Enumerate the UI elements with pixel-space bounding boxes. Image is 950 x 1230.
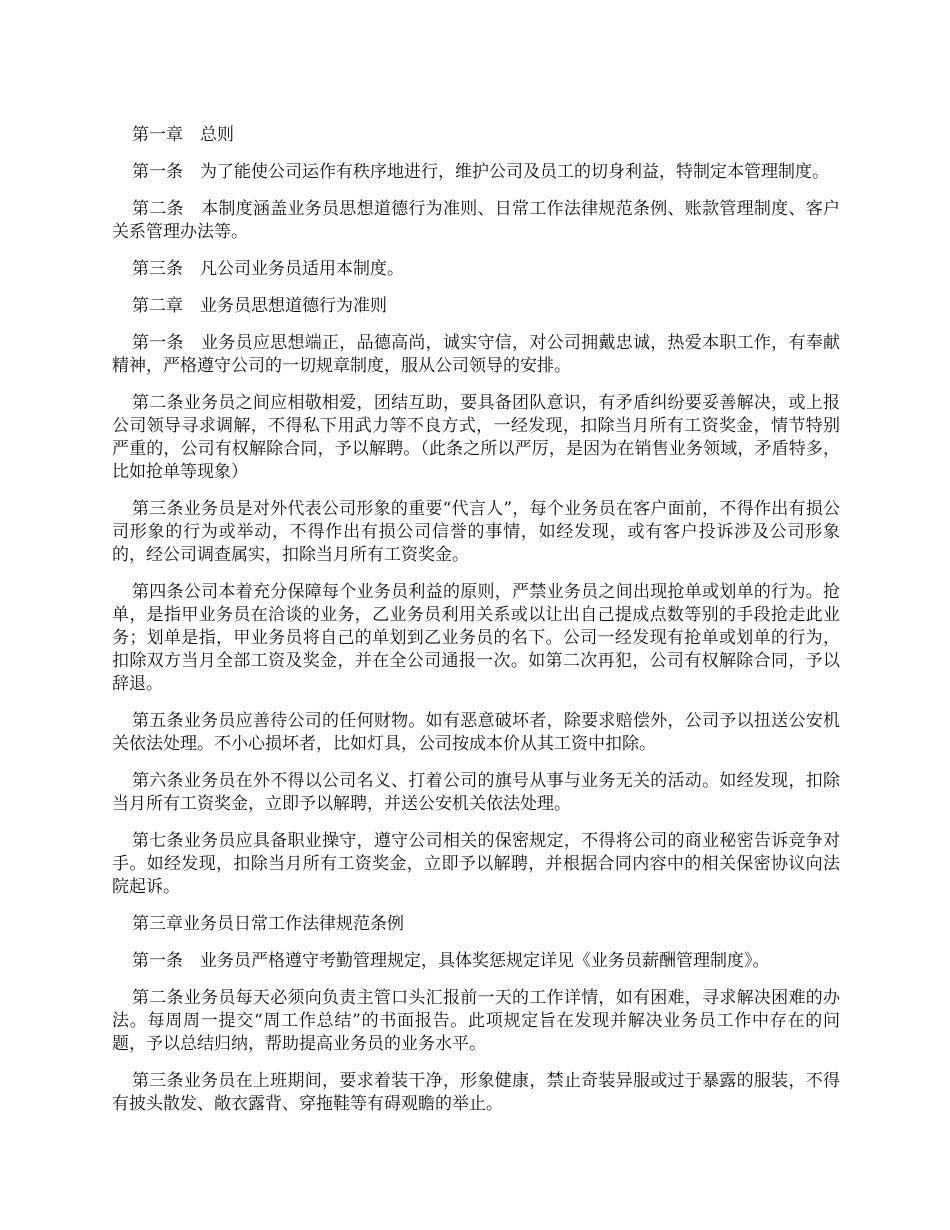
chapter-1-article-1: 第一条 为了能使公司运作有秩序地进行，维护公司及员工的切身利益，特制定本管理制度。 — [132, 162, 829, 182]
chapter-2-article-5: 第五条业务员应善待公司的任何财物。如有恶意破坏者，除要求赔偿外，公司予以扭送公安机关依法处理。不小心损坏者，比如灯具，公司按成本价从其工资中扣除。 — [112, 711, 840, 754]
chapter-3-heading: 第三章业务员日常工作法律规范条例 — [132, 914, 404, 934]
chapter-1-heading: 第一章 总则 — [132, 125, 234, 145]
document-body — [112, 124, 840, 1130]
chapter-1-article-2: 第二条 本制度涵盖业务员思想道德行为准则、日常工作法律规范条例、账款管理制度、客户关系管理办法等。 — [112, 199, 840, 242]
chapter-3-article-2: 第二条业务员每天必须向负责主管口头汇报前一天的工作详情，如有困难，寻求解决困难的办法。每周周一提交“周工作总结”的书面报告。此项规定旨在发现并解决业务员工作中存在的问题，予以总结归纳，帮助提高业务员的业务水平。 — [112, 988, 840, 1054]
chapter-2-article-4: 第四条公司本着充分保障每个业务员利益的原则，严禁业务员之间出现抢单或划单的行为。抢单，是指甲业务员在洽谈的业务，乙业务员利用关系或以让出自己提成点数等别的手段抢走此业务；划单是指，甲业务员将自己的单划到乙业务员的名下。公司一经发现有抢单或划单的行为，扣除双方当月全部工资及奖金，并在全公司通报一次。如第二次再犯，公司有权解除合同，予以辞退。 — [112, 582, 840, 694]
chapter-2-article-1: 第一条 业务员应思想端正，品德高尚，诚实守信，对公司拥戴忠诚，热爱本职工作，有奉献精神，严格遵守公司的一切规章制度，服从公司领导的安排。 — [112, 333, 840, 376]
chapter-2-heading: 第二章 业务员思想道德行为准则 — [132, 296, 387, 316]
chapter-2-article-2: 第二条业务员之间应相敬相爱，团结互助，要具备团队意识，有矛盾纠纷要妥善解决，或上报公司领导寻求调解，不得私下用武力等不良方式，一经发现，扣除当月所有工资奖金，情节特别严重的，公司有权解除合同，予以解聘。（此条之所以严厉，是因为在销售业务领域，矛盾特多，比如抢单等现象） — [112, 393, 840, 482]
chapter-1-article-3: 第三条 凡公司业务员适用本制度。 — [132, 259, 404, 279]
chapter-2-article-3: 第三条业务员是对外代表公司形象的重要“代言人”，每个业务员在客户面前，不得作出有损公司形象的行为或举动，不得作出有损公司信誉的事情，如经发现，或有客户投诉涉及公司形象的，经公司调查属实，扣除当月所有工资奖金。 — [112, 499, 840, 565]
chapter-2-article-7: 第七条业务员应具备职业操守，遵守公司相关的保密规定，不得将公司的商业秘密告诉竞争对手。如经发现，扣除当月所有工资奖金，立即予以解聘，并根据合同内容中的相关保密协议向法院起诉。 — [112, 831, 840, 897]
chapter-2-article-6: 第六条业务员在外不得以公司名义、打着公司的旗号从事与业务无关的活动。如经发现，扣除当月所有工资奖金，立即予以解聘，并送公安机关依法处理。 — [112, 771, 840, 814]
chapter-3-article-1: 第一条 业务员严格遵守考勤管理规定，具体奖惩规定详见《业务员薪酬管理制度》。 — [132, 951, 770, 971]
chapter-3-article-3: 第三条业务员在上班期间，要求着装干净，形象健康，禁止奇装异服或过于暴露的服装，不得有披头散发、敞衣露背、穿拖鞋等有碍观瞻的举止。 — [112, 1071, 840, 1114]
